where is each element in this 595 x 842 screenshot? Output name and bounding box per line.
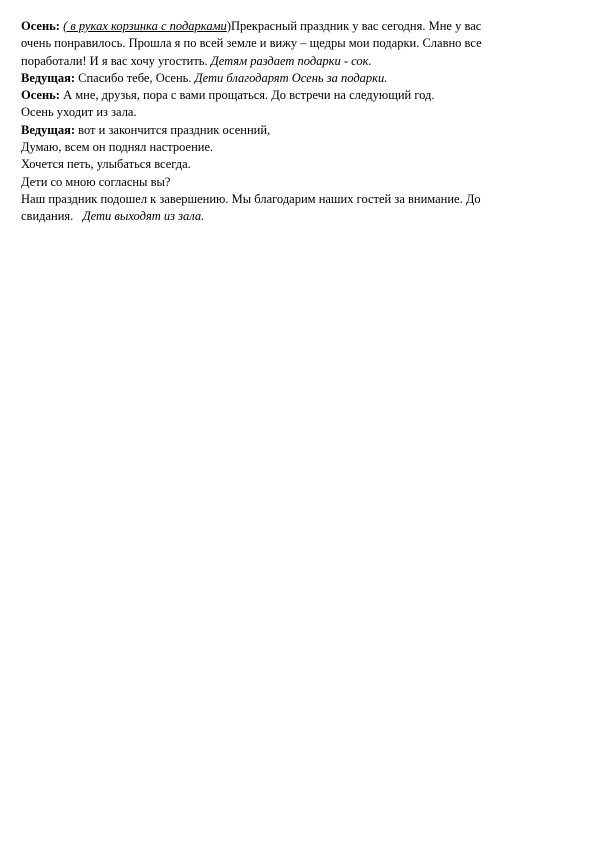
speech-text: Спасибо тебе, Осень. [75,70,195,85]
speech-text: Наш праздник подошел к завершению. Мы благодарим наших гостей за внимание. До [21,191,481,206]
speech-text: Дети со мною согласны вы? [21,174,171,189]
speech-text: вот и закончится праздник осенний, [75,122,271,137]
text-line [21,87,561,104]
speaker-label: Ведущая: [21,70,76,85]
speech-text: Думаю, всем он поднял настроение. [21,140,214,155]
speech-text: очень понравилось. Прошла я по всей земле и вижу – щедры мои подарки. Славно все [21,36,482,51]
document-page [21,18,561,226]
text-line [21,208,561,225]
speaker-label: Осень: [21,19,60,33]
text-line [21,35,561,52]
stage-direction: ( в руках корзинка с подарками [63,19,227,33]
text-line [21,104,561,121]
text-line [21,174,561,191]
action-text: Детям раздает подарки - сок. [210,53,372,68]
speech-text: Прекрасный праздник у вас сегодня. Мне у вас [230,19,482,33]
speaker-label: Ведущая: [21,122,76,137]
text-line [21,191,561,208]
action-text: Дети благодарят Осень за подарки. [194,70,388,85]
speech-text: Хочется петь, улыбаться всегда. [21,157,191,172]
speaker-label: Осень: [21,88,60,103]
stage-direction-close: ) [226,19,231,33]
text-line [21,156,561,173]
speech-text: поработали! И я вас хочу угостить. [21,53,211,68]
text-line [21,53,561,70]
speech-text: свидания. [21,209,83,224]
action-text: Дети выходят из зала. [82,209,205,224]
text-line [21,18,561,35]
text-line [21,122,561,139]
text-line [21,70,561,87]
speech-text: А мне, друзья, пора с вами прощаться. До встречи на следующий год. [59,88,435,103]
text-line [21,139,561,156]
speech-text: Осень уходит из зала. [21,105,137,120]
